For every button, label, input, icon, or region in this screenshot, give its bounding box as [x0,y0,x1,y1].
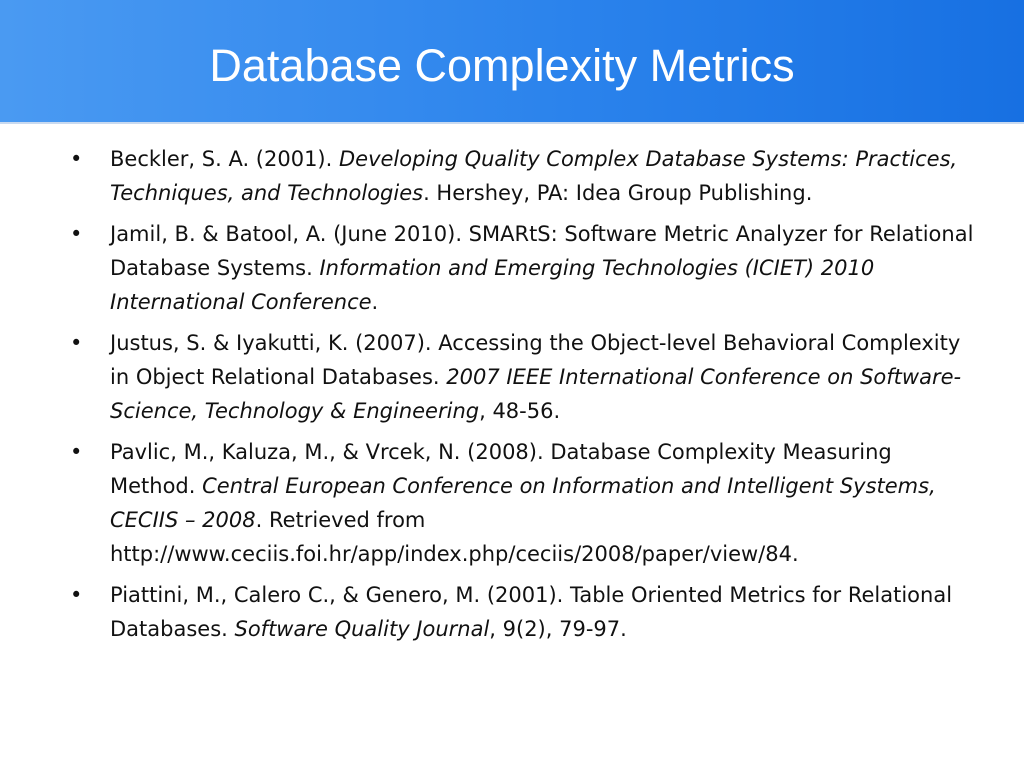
bullet-icon: • [70,331,83,355]
bullet-icon: • [70,583,83,607]
reference-tail: , 48-56. [479,399,561,423]
reference-italic: 2007 IEEE International Conference on Software-Science, Technology & Engineering [110,365,962,423]
reference-lead: Beckler, S. A. (2001). [110,147,339,171]
bullet-icon: • [70,222,83,246]
bullet-icon: • [70,440,83,464]
reference-lead: Justus, S. & Iyakutti, K. (2007). Accessing the Object-level Behavioral Complexity in Object Relational Databases. [110,331,961,389]
reference-tail: . Retrieved from [255,508,426,532]
reference-lead: Jamil, B. & Batool, A. (June 2010). SMARtS: Software Metric Analyzer for Relational Database Systems. [110,222,974,280]
reference-tail: . [371,290,379,314]
reference-item [70,217,980,319]
reference-item [70,435,980,571]
reference-tail: . Hershey, PA: Idea Group Publishing. [423,181,813,205]
reference-url: http://www.ceciis.foi.hr/app/index.php/ceciis/2008/paper/view/84. [110,542,799,566]
bullet-icon: • [70,147,83,171]
reference-lead: Pavlic, M., Kaluza, M., & Vrcek, N. (2008). Database Complexity Measuring Method. [110,440,892,498]
reference-italic: Software Quality Journal [234,617,490,641]
reference-item [70,142,980,210]
reference-text [110,147,957,205]
reference-italic: Information and Emerging Technologies (ICIET) 2010 International Conference [110,256,875,314]
reference-list [70,142,980,653]
reference-text [110,331,961,423]
reference-text [110,583,952,641]
reference-item [70,578,980,646]
reference-text [110,222,973,314]
reference-tail: , 9(2), 79-97. [489,617,627,641]
reference-lead: Piattini, M., Calero C., & Genero, M. (2001). Table Oriented Metrics for Relational Databases. [110,583,953,641]
reference-text [110,440,936,566]
slide-title: Database Complexity Metrics [209,40,795,91]
reference-italic: Central European Conference on Information and Intelligent Systems, CECIIS – 2008 [110,474,936,532]
reference-item [70,326,980,428]
title-bar [0,0,1024,124]
reference-italic: Developing Quality Complex Database Systems: Practices, Techniques, and Technologies [110,147,958,205]
